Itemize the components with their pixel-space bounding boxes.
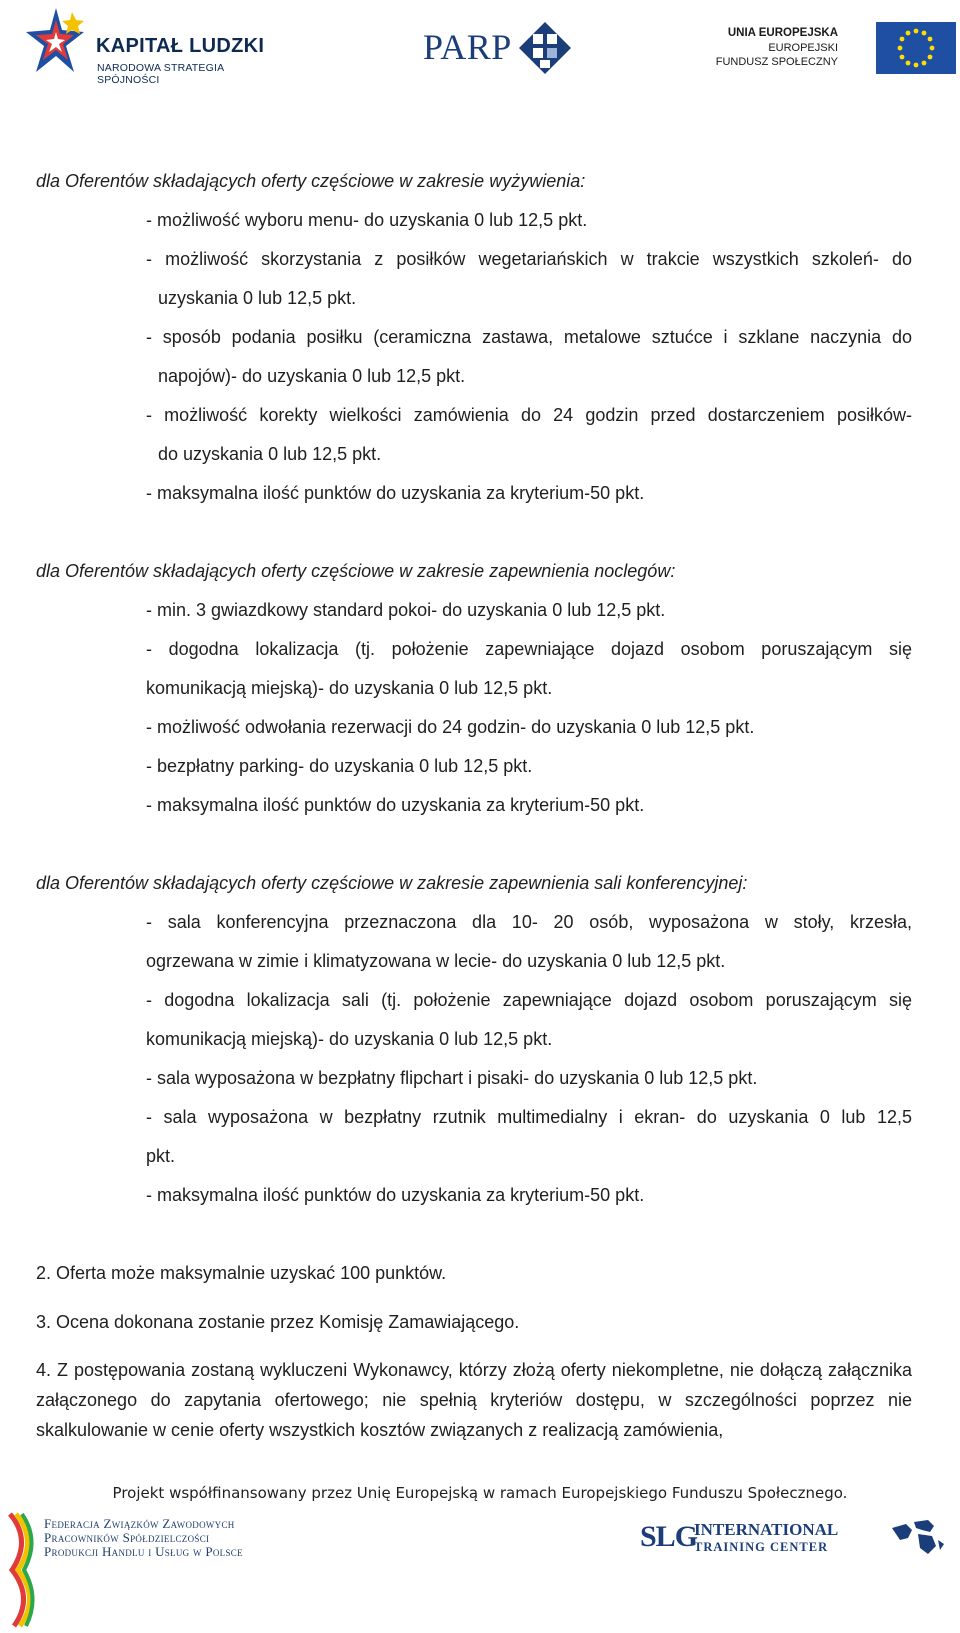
- catering-line: - możliwość korekty wielkości zamówienia do 24 godzin przed dostarczeniem posiłków-: [146, 405, 912, 425]
- fzz-logo: [6, 1510, 266, 1630]
- lodging-line: - maksymalna ilość punktów do uzyskania za kryterium-50 pkt.: [146, 795, 645, 815]
- eu-line1: UNIA EUROPEJSKA: [727, 27, 838, 39]
- catering-line: uzyskania 0 lub 12,5 pkt.: [158, 288, 357, 308]
- catering-line: napojów)- do uzyskania 0 lub 12,5 pkt.: [158, 366, 466, 386]
- eu-line3: FUNDUSZ SPOŁECZNY: [715, 56, 838, 68]
- lodging-line: - możliwość odwołania rezerwacji do 24 godzin- do uzyskania 0 lub 12,5 pkt.: [146, 717, 755, 737]
- catering-line: do uzyskania 0 lub 12,5 pkt.: [158, 444, 382, 464]
- conference-line: - dogodna lokalizacja sali (tj. położenie zapewniające dojazd osobom poruszającym się: [146, 990, 912, 1010]
- lodging-heading: dla Oferentów składających oferty częściowe w zakresie zapewnienia noclegów:: [36, 561, 676, 581]
- conference-line: ogrzewana w zimie i klimatyzowana w lecie- do uzyskania 0 lub 12,5 pkt.: [146, 951, 726, 971]
- point-4: 4. Z postępowania zostaną wykluczeni Wykonawcy, którzy złożą oferty niekompletne, nie dołączą załącznika załączonego do zapytania ofertowego; nie spełnią kryteriów dostępu, w szczególności poprzez nie skalkulowanie w cenie oferty wszystkich kosztów związanych z realizacją zamówienia,: [36, 1360, 912, 1440]
- conference-line: - sala wyposażona w bezpłatny flipchart i pisaki- do uzyskania 0 lub 12,5 pkt.: [146, 1068, 758, 1088]
- lodging-line: - dogodna lokalizacja (tj. położenie zapewniające dojazd osobom poruszającym się: [146, 639, 912, 659]
- kapital-ludzki-logo: [26, 6, 286, 86]
- conference-line: pkt.: [146, 1146, 176, 1166]
- catering-line: - maksymalna ilość punktów do uzyskania za kryterium-50 pkt.: [146, 483, 645, 503]
- cofinance-note: Projekt współfinansowany przez Unię Europejską w ramach Europejskiego Funduszu Społecznego.: [112, 1484, 848, 1502]
- kapital-ludzki-subtitle: NARODOWA STRATEGIA SPÓJNOŚCI: [97, 62, 224, 86]
- kapital-ludzki-star-icon: [26, 6, 86, 76]
- slg-mark: SLG: [640, 1520, 698, 1553]
- conference-heading: dla Oferentów składających oferty częściowe w zakresie zapewnienia sali konferencyjnej:: [36, 873, 748, 893]
- conference-line: - sala wyposażona w bezpłatny rzutnik multimedialny i ekran- do uzyskania 0 lub 12,5: [146, 1107, 912, 1127]
- conference-line: komunikacją miejską)- do uzyskania 0 lub 12,5 pkt.: [146, 1029, 553, 1049]
- point-3: 3. Ocena dokonana zostanie przez Komisję Zamawiającego.: [36, 1312, 520, 1332]
- lodging-line: komunikacją miejską)- do uzyskania 0 lub 12,5 pkt.: [146, 678, 553, 698]
- eu-flag-icon: [876, 22, 956, 74]
- parp-title: PARP: [423, 27, 512, 67]
- eu-logo: [715, 22, 956, 76]
- fzz-line1: Federacja Związków Zawodowych: [44, 1516, 235, 1531]
- lodging-line: - min. 3 gwiazdkowy standard pokoi- do uzyskania 0 lub 12,5 pkt.: [146, 600, 666, 620]
- catering-heading: dla Oferentów składających oferty częściowe w zakresie wyżywienia:: [36, 171, 586, 191]
- eu-line2: EUROPEJSKI: [768, 42, 838, 54]
- catering-line: - możliwość skorzystania z posiłków wegetariańskich w trakcie wszystkich szkoleń- do: [146, 249, 912, 269]
- page-header: [0, 0, 960, 90]
- slg-logo: [640, 1518, 950, 1568]
- lodging-line: - bezpłatny parking- do uzyskania 0 lub 12,5 pkt.: [146, 756, 533, 776]
- parp-diamond-icon: [517, 20, 573, 76]
- catering-line: - sposób podania posiłku (ceramiczna zastawa, metalowe sztućce i szklane naczynia do: [146, 327, 912, 347]
- parp-logo: [423, 20, 573, 76]
- globe-map-icon: [888, 1518, 946, 1560]
- slg-line1: INTERNATIONAL: [694, 1520, 839, 1539]
- conference-line: - sala konferencyjna przeznaczona dla 10- 20 osób, wyposażona w stoły, krzesła,: [146, 912, 912, 932]
- conference-line: - maksymalna ilość punktów do uzyskania za kryterium-50 pkt.: [146, 1185, 645, 1205]
- fzz-line2: Pracowników Spółdzielczości: [44, 1530, 210, 1545]
- slg-line2: TRAINING CENTER: [694, 1540, 829, 1554]
- catering-line: - możliwość wyboru menu- do uzyskania 0 lub 12,5 pkt.: [146, 210, 588, 230]
- fzz-rainbow-icon: [6, 1510, 40, 1630]
- fzz-line3: Produkcji Handlu i Usług w Polsce: [44, 1544, 243, 1559]
- point-2: 2. Oferta może maksymalnie uzyskać 100 punktów.: [36, 1263, 447, 1283]
- kapital-ludzki-title: KAPITAŁ LUDZKI: [96, 35, 265, 57]
